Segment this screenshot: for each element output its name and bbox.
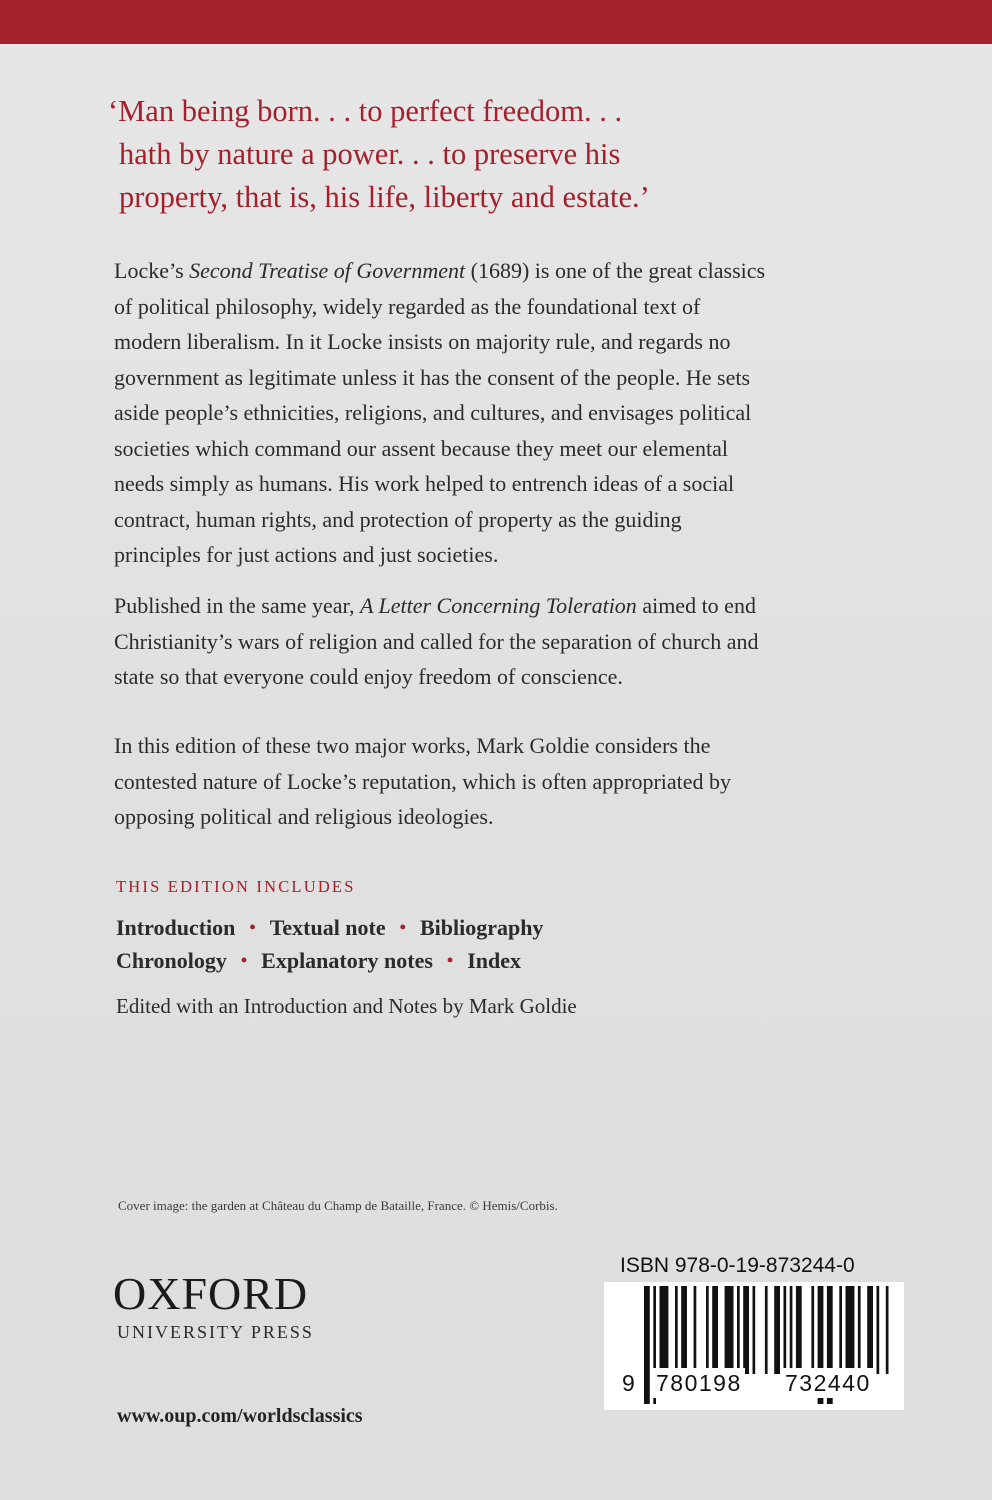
- paragraph-line: needs simply as humans. His work helped to entrench ideas of a social: [114, 471, 735, 496]
- barcode-lead-digit: 9: [622, 1370, 635, 1396]
- paragraph-line: principles for just actions and just societies.: [114, 542, 499, 567]
- barcode-bar: [867, 1286, 873, 1374]
- includes-item: Index: [467, 948, 522, 973]
- paragraph-line: government as legitimate unless it has the consent of the people. He sets: [114, 364, 751, 390]
- edition-includes-row-1: [116, 912, 543, 943]
- barcode-bar: [790, 1286, 793, 1374]
- bullet-icon: •: [240, 950, 248, 970]
- barcode-bar: [858, 1286, 861, 1374]
- description-paragraph-3: [114, 728, 914, 835]
- paragraph-line: Published in the same year, A Letter Concerning Toleration aimed to end: [114, 593, 756, 618]
- book-title-letter-toleration: A Letter Concerning Toleration: [359, 593, 637, 618]
- barcode-bar: [784, 1286, 787, 1374]
- top-color-band: [0, 0, 992, 44]
- bullet-icon: •: [249, 917, 256, 937]
- includes-item: Chronology: [116, 948, 227, 973]
- barcode-bar: [846, 1286, 855, 1374]
- editor-credit: Edited with an Introduction and Notes by Mark Goldie: [116, 994, 577, 1018]
- edition-includes-row-2: [116, 945, 521, 976]
- paragraph-line: state so that everyone could enjoy freedom of conscience.: [114, 664, 623, 689]
- barcode-bar: [712, 1286, 718, 1374]
- barcode-bar: [694, 1286, 697, 1374]
- paragraph-line: contract, human rights, and protection of property as the guiding: [114, 506, 682, 532]
- paragraph-line: of political philosophy, widely regarded as the foundational text of: [114, 293, 701, 319]
- bullet-icon: •: [446, 950, 454, 970]
- paragraph-line: Christianity’s wars of religion and called for the separation of church and: [114, 628, 759, 654]
- paragraph-line: In this edition of these two major works, Mark Goldie considers the: [114, 733, 711, 758]
- barcode-bar: [886, 1286, 889, 1374]
- publisher-website: www.oup.com/worldsclassics: [117, 1405, 363, 1427]
- paragraph-line: aside people’s ethnicities, religions, and cultures, and envisages political: [114, 400, 752, 425]
- barcode-bar: [765, 1286, 768, 1374]
- paragraph-line: opposing political and religious ideologies.: [114, 804, 494, 829]
- barcode-left-digits: 780198: [653, 1368, 745, 1398]
- barcode-bar: [839, 1286, 842, 1374]
- includes-item: Textual note: [269, 915, 386, 940]
- paragraph-line: modern liberalism. In it Locke insists on majority rule, and regards no: [114, 329, 731, 354]
- quote-line: property, that is, his life, liberty and estate.’: [119, 180, 650, 214]
- includes-item: Explanatory notes: [261, 948, 433, 973]
- isbn-label: ISBN 978-0-19-873244-0: [620, 1254, 855, 1277]
- barcode-bar: [681, 1286, 687, 1374]
- barcode-bar: [753, 1286, 756, 1374]
- barcode-bar: [743, 1286, 749, 1374]
- paragraph-line: contested nature of Locke’s reputation, which is often appropriated by: [114, 768, 732, 794]
- barcode-bar: [706, 1286, 709, 1374]
- includes-item: Bibliography: [419, 915, 544, 940]
- description-paragraph-1: [114, 253, 914, 573]
- barcode-bar: [660, 1286, 669, 1374]
- barcode-bar: [796, 1286, 802, 1374]
- barcode-bar: [811, 1286, 814, 1374]
- pull-quote: [108, 90, 928, 219]
- barcode: [604, 1282, 904, 1410]
- barcode-bar: [725, 1286, 734, 1374]
- barcode-bar: [737, 1286, 740, 1374]
- barcode-bar: [774, 1286, 780, 1374]
- book-title-second-treatise: Second Treatise of Government: [189, 258, 466, 283]
- oxford-logo-wordmark: OXFORD: [113, 1268, 309, 1319]
- paragraph-line: societies which command our assent because they meet our elemental: [114, 435, 728, 461]
- description-paragraph-2: [114, 588, 914, 695]
- cover-image-credit: Cover image: the garden at Château du Champ de Bataille, France. © Hemis/Corbis.: [118, 1198, 558, 1213]
- bullet-icon: •: [399, 917, 406, 937]
- quote-line: ‘Man being born. . . to perfect freedom. . .: [108, 94, 623, 128]
- includes-item: Introduction: [116, 915, 236, 940]
- barcode-bar: [675, 1286, 678, 1374]
- edition-includes-heading: THIS EDITION INCLUDES: [116, 877, 356, 896]
- paragraph-line: Locke’s Second Treatise of Government (1689) is one of the great classics: [114, 258, 766, 283]
- barcode-bar: [877, 1286, 880, 1374]
- quote-line: hath by nature a power. . . to preserve his: [119, 137, 621, 171]
- university-press-label: UNIVERSITY PRESS: [117, 1322, 314, 1342]
- barcode-right-digits: 732440: [782, 1368, 874, 1398]
- barcode-bar: [644, 1286, 650, 1404]
